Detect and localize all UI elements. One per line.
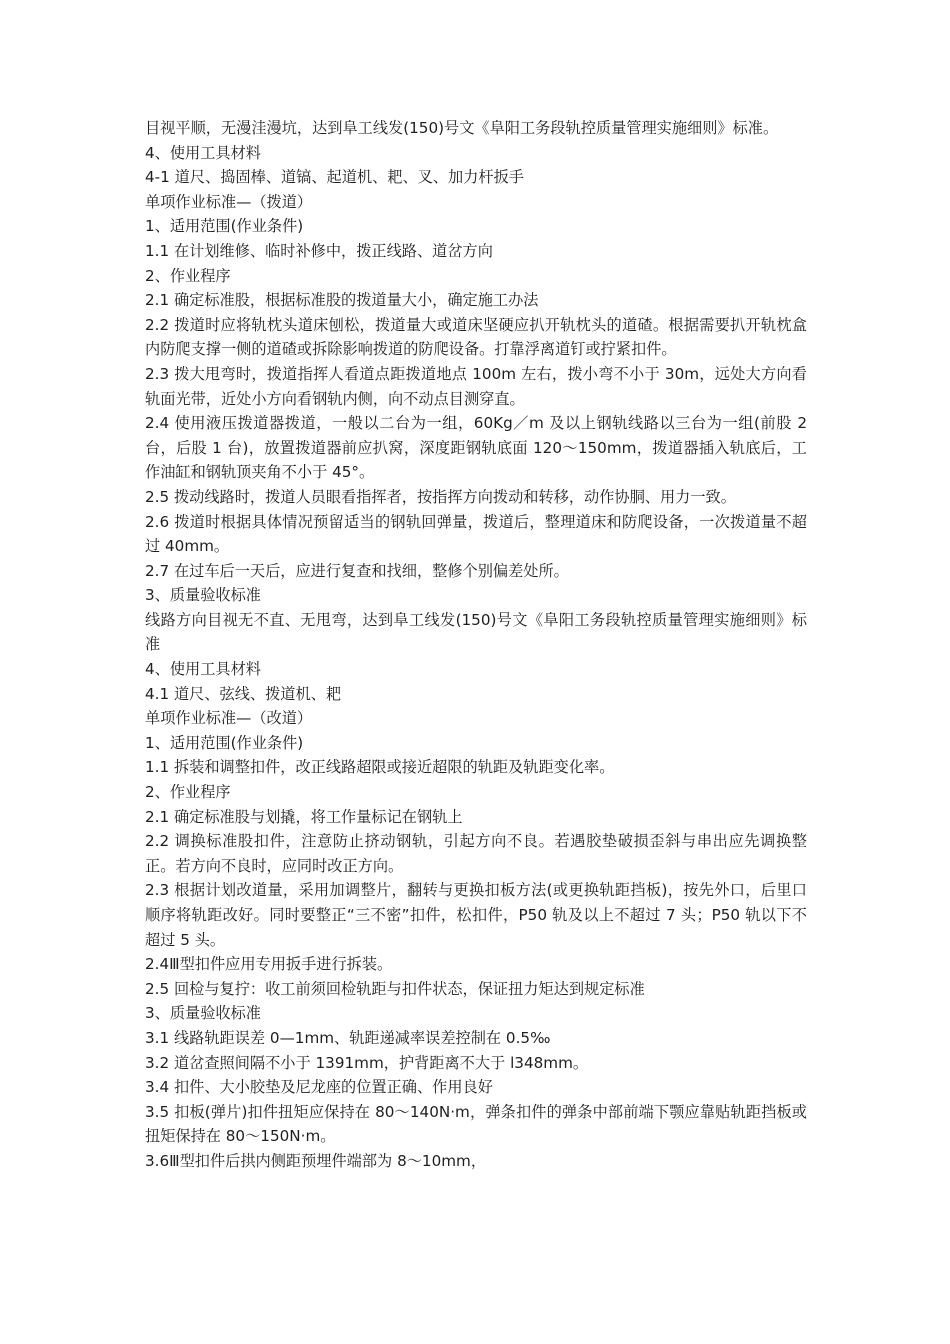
item-3-1-gaidao: 3.1 线路轨距误差 0—1mm、轨距递减率误差控制在 0.5‰ bbox=[145, 1028, 551, 1047]
item-4-1: 4-1 道尺、捣固棒、道镐、起道机、耙、叉、加力杆扳手 bbox=[145, 168, 524, 187]
quality-text-bodao: 线路方向目视无不直、无甩弯，达到阜工线发(150)号文《阜阳工务段轨控质量管理实施细则》标准 bbox=[145, 610, 807, 654]
item-2-3-gaidao: 2.3 根据计划改道量，采用加调整片，翻转与更换扣板方法(或更换轨距挡板)，按先外口，后里口顺序将轨距改好。同时要整正“三不密”扣件，松扣件，P50 轨及以上不超过 7 头；P50 轨以下不超过 5 头。 bbox=[145, 881, 807, 949]
paragraph-intro: 目视平顺，无漫洼漫坑，达到阜工线发(150)号文《阜阳工务段轨控质量管理实施细则》标准。 bbox=[145, 119, 779, 137]
item-2-1-bodao: 2.1 确定标准股，根据标准股的拨道量大小，确定施工办法 bbox=[145, 291, 539, 310]
heading-tools-1: 4、使用工具材料 bbox=[145, 143, 261, 162]
heading-quality-2: 3、质量验收标准 bbox=[145, 1004, 261, 1023]
item-4-1-bodao: 4.1 道尺、弦线、拨道机、耙 bbox=[145, 684, 342, 703]
section-title-bodao: 单项作业标准—（拨道） bbox=[145, 192, 313, 211]
item-2-5-bodao: 2.5 拨动线路时，拨道人员眼看指挥者，按指挥方向拨动和转移，动作协胴、用力一致。 bbox=[145, 487, 736, 506]
item-2-6-bodao: 2.6 拨道时根据具体情况预留适当的钢轨回弹量，拨道后，整理道床和防爬设备，一次拨道量不超过 40mm。 bbox=[145, 512, 807, 556]
heading-procedure-2: 2、作业程序 bbox=[145, 783, 231, 802]
heading-quality-1: 3、质量验收标准 bbox=[145, 586, 261, 605]
item-3-2-gaidao: 3.2 道岔查照间隔不小于 1391mm，护背距离不大于 l348mm。 bbox=[145, 1053, 589, 1072]
heading-procedure-1: 2、作业程序 bbox=[145, 266, 231, 285]
section-title-gaidao: 单项作业标准—（改道） bbox=[145, 709, 313, 728]
item-2-2-bodao: 2.2 拨道时应将轨枕头道床刨松，拨道量大或道床坚硬应扒开轨枕头的道碴。根据需要扒开轨枕盒内防爬支撑一侧的道碴或拆除影响拨道的防爬设备。打靠浮离道钉或拧紧扣件。 bbox=[145, 315, 807, 359]
item-2-5-gaidao: 2.5 回检与复拧：收工前须回检轨距与扣件状态，保证扭力矩达到规定标准 bbox=[145, 979, 645, 998]
document-body bbox=[145, 116, 807, 1174]
item-3-6-gaidao: 3.6Ⅲ型扣件后拱内侧距预埋件端部为 8～10mm， bbox=[145, 1151, 487, 1170]
item-3-5-gaidao: 3.5 扣板(弹片)扣件扭矩应保持在 80～140N·m，弹条扣件的弹条中部前端下颚应靠贴轨距挡板或扭矩保持在 80～150N·m。 bbox=[145, 1102, 807, 1146]
item-2-4-gaidao: 2.4Ⅲ型扣件应用专用扳手进行拆装。 bbox=[145, 955, 393, 974]
item-2-4-bodao: 2.4 使用液压拨道器拨道，一般以二台为一组，60Kg／m 及以上钢轨线路以三台为一组(前股 2 台，后股 1 台)，放置拨道器前应扒窝，深度距钢轨底面 120～150mm，拨道器插入轨底后，工作油缸和钢轨顶夹角不小于 45°。 bbox=[145, 414, 807, 482]
item-2-2-gaidao: 2.2 调换标准股扣件，注意防止挤动钢轨，引起方向不良。若遇胶垫破损歪斜与串出应先调换整正。若方向不良时，应同时改正方向。 bbox=[145, 832, 807, 875]
item-1-1-bodao: 1.1 在计划维修、临时补修中，拨正线路、道岔方向 bbox=[145, 241, 493, 260]
heading-scope-2: 1、适用范围(作业条件) bbox=[145, 733, 304, 752]
item-2-3-bodao: 2.3 拨大甩弯时，拨道指挥人看道点距拨道地点 100m 左右，拨小弯不小于 30m，远处大方向看轨面光带，近处小方向看钢轨内侧，向不动点目测穿直。 bbox=[145, 364, 807, 408]
heading-scope-1: 1、适用范围(作业条件) bbox=[145, 217, 304, 236]
item-2-7-bodao: 2.7 在过车后一天后，应进行复查和找细，整修个别偏差处所。 bbox=[145, 561, 569, 580]
item-1-1-gaidao: 1.1 拆装和调整扣件，改正线路超限或接近超限的轨距及轨距变化率。 bbox=[145, 758, 615, 777]
item-3-4-gaidao: 3.4 扣件、大小胶垫及尼龙座的位置正确、作用良好 bbox=[145, 1078, 493, 1097]
item-2-1-gaidao: 2.1 确定标准股与划撬，将工作量标记在钢轨上 bbox=[145, 807, 463, 826]
heading-tools-2: 4、使用工具材料 bbox=[145, 660, 261, 679]
